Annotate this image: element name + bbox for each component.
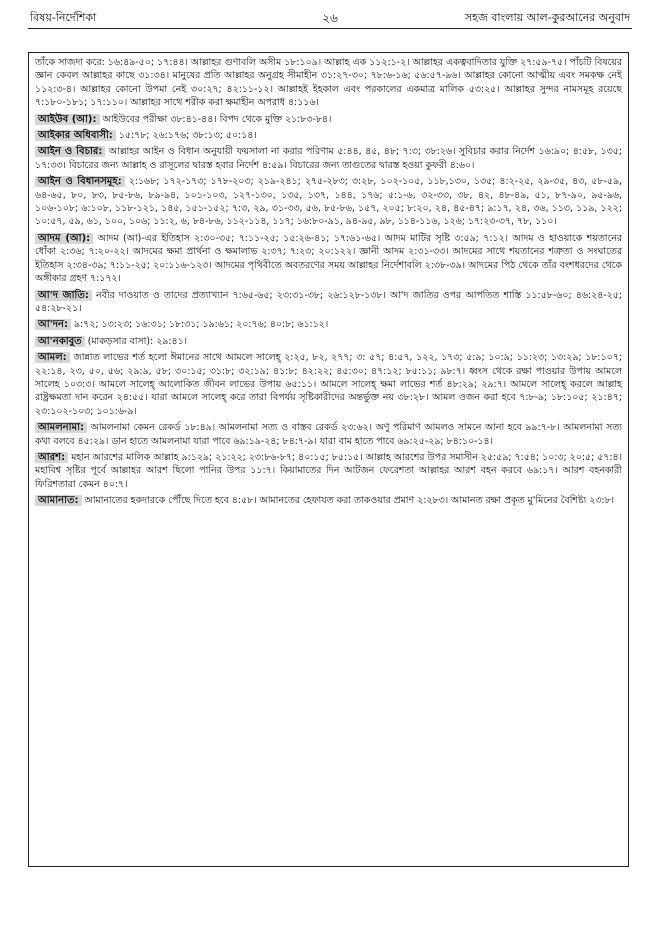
index-entry-ayub	[35, 113, 622, 126]
entry-text: আমলনামা কেমন রেকর্ড ১৮:৪৯। আমলনামা সত্য ও বাস্তব রেকর্ড ২৩:৬২। অণু পরিমাণ আমলও সামনে আনা হবে ৯৯:৭-৮। আমলনামা সত্য কথা বলবে ৪৫:২৯। ডান হাতে আমলনামা যারা পাবে ৬৯:১৯-২৪; ৮৪:৭-৯। যারা বাম হাতে পাবে ৬৯:২৫-২৯; ৮৪:১০-১৪।	[35, 422, 622, 447]
index-entry-amal	[35, 351, 622, 418]
index-entry-amanat	[35, 494, 622, 507]
entry-text: আমানাতের হকদারকে পৌঁছে দিতে হবে ৪:৫৮। আমানতের হেফাযত করা তাকওয়ার প্রমাণ ২:২৮৩। আমানত রক্ষা প্রকৃত মু'মিনের বৈশিষ্ট্য ২৩:৮।	[84, 495, 615, 507]
entry-text: ২:১৬৮; ১৭২-১৭৩; ১৭৮-২০৩; ২১৯-২৪১; ২৭৫-২৮৩; ৩:২৮, ১০২-১০৫, ১১৮,১৩০, ১৩৫; ৪:২-২৫, ২৯-৩৫, ৪৩, ৫৮-৫৯, ৬৪-৬৫, ৮০, ৮৩, ৮৫-৮৬, ৮৯-৯৪, ১০১-১০৩, ১২৭-১৩০, ১৩৫, ১৩৭, ১৪৪, ১৭৬; ৫:১-৬, ৩২-৩৩, ৩৮, ৪২, ৪৮-৪৯, ৫১, ৮৭-৯০, ৯৫-৯৬, ১০৬-১০৮; ৬:১০৮, ১১৮-১২১, ১৪৫, ১৫১-১৫২; ৭:৩, ২৯, ৩১-৩৩, ৫৬, ৮৫-৮৬, ১৫৭, ২০৫; ৮:২০, ২৪, ৪৫-৪৭; ৯:১৭, ২৪, ৩৬, ১১৩, ১১৯, ১২২; ১০:৫৭, ৫৯, ৬১, ১০০, ১০৬; ১১:২, ৬, ৮৪-৮৬, ১১২-১১৪, ১১৭; ১৬:৮০-৯১, ৯৪-৯৫, ৯৮, ১১৪-১১৬, ১২৬; ১৭:২৩-৩৭, ৭৮, ১১০।	[35, 176, 623, 228]
entry-term: আইন ও বিচার:	[35, 146, 105, 157]
index-box	[28, 52, 629, 867]
entry-term: আ'নকাবুত	[35, 336, 85, 347]
index-entry-law-judgement	[35, 145, 622, 172]
index-entry-adn	[35, 318, 622, 331]
index-entry-ankabut	[35, 335, 622, 348]
entry-text: ১৫:৭৮; ২৬:১৭৬; ৩৮:১৩; ৫০:১৪।	[118, 130, 257, 142]
entry-text: জান্নাত লাভের শর্ত হলো ঈমানের সাথে আমলে সালেহ্ ২:২৫, ৮২, ২৭৭; ৩: ৫৭; ৪:৫৭, ১২২, ১৭৩; ৫:৯; ১০:৯; ১১:২৩; ১৩:২৯; ১৮:১০৭; ২২:১৪, ২৩, ৫০, ৫৬; ২৯:৯, ৫৮; ৩০:১৫; ৩১:৮; ৩২:১৯; ৪১:৮; ৪২:২২; ৪৫:৩০; ৪৭:১২; ৮৫:১১; ৯৮:৭। ধ্বংস থেকে রক্ষা পাওয়ার উপায় আমলে সালেহ ১০৩:৩। আমলে সালেহ্ আলোকিত জীবন লাভের উপায় ৬৫:১১। আমলে সালেহ্ ক্ষমা লাভের শর্ত ৪৮:২৯; ২৯:৭। আমলে সালেহ্ করলে আল্লাহ রাষ্ট্রক্ষমতা দান করেন ২৪:৫৫। যারা আমলে সালেহ্ করে তারা বিপর্যয় সৃষ্টিকারীদের অন্তর্ভুক্ত নয় ৩৮:২৮। আমল ওজন করা হবে ৭:৮-৯; ১৮:১০৫; ২১:৪৭; ২৩:১০২-১০৩; ১০১:৬-৯।	[35, 352, 622, 417]
entry-term: আইকার অধিবাসী:	[35, 130, 116, 141]
entry-term: আইউব (আ):	[35, 114, 100, 125]
entry-term: আ'দ জাতি:	[35, 290, 92, 301]
entry-term: আইন ও বিধানসমূহ:	[35, 176, 125, 187]
entry-text: আল্লাহর আইন ও বিধান অনুযায়ী ফয়সালা না করার পরিণাম ৫:৪৪, ৪৫, ৪৮; ৭:৩; ৩৮:২৬। সুবিচার করার নির্দেশ ১৬:৯০; ৪:৫৮, ১৩৫; ১৭:৩৩। বিচারের জন্য আল্লাহ ও রাসূলের দ্বারস্ত হবার নির্দেশ ৪:৫৯। বিচারের জন্য তাগুতের দ্বারস্ত হওয়া কুফরী ৪:৬০।	[35, 146, 622, 171]
entry-text: তাঁকে সাজদা করে: ১৬:৪৯-৫০; ১৭:৪৪। আল্লাহর গুণাবলি অসীম ১৮:১০৯। আল্লাহ এক ১১২:১-২। আল্লাহর একত্ববাদিতার যুক্তি ২৭:৫৯-৭৫। পাঁচটি বিষয়ের জ্ঞান কেবল আল্লাহর কাছে ৩১:৩৪। মানুষের প্রতি আল্লাহর অনুগ্রহ সীমাহীন ৩১:২৭-৩০; ৭৮:৬-১৬; ৫৬:৫৭-৯৬। আল্লাহর কোনো আত্মীয় এবং সমকক্ষ নেই ১১২:৩-৪। আল্লাহর কোনো উপমা নেই ৩০:২৭; ৪২:১১-১২। আল্লাহই ইহকাল এবং পরকালের একমাত্র মালিক ৫৩:২৫। আল্লাহর সুন্দর নামসমূহ রয়েছে ৭:১৮০-১৮১; ১৭:১১০। আল্লাহর সাথে শরীক করা ক্ষমাহীন অপরাধ ৪:১১৬।	[35, 57, 622, 109]
entry-text: আইউবের পরীক্ষা ৩৮:৪১-৪৪। বিপদ থেকে মুক্তি ২১:৮৩-৮৪।	[102, 113, 332, 125]
index-entry-aikah	[35, 129, 622, 142]
index-entry-arsh	[35, 451, 622, 491]
index-entry-laws	[35, 175, 622, 229]
page-header	[28, 8, 632, 29]
index-entry-amalnama	[35, 421, 622, 448]
entry-text: নবীর দাওয়াত ও তাদের প্রত্যাখ্যান ৭:৬৫-৬৫; ২৩:৩১-৩৮; ২৬:১২৮-১৩৮। আ'দ জাতির ওপর আপতিত শাস্তি ১১:৫৮-৬০; ৪৬:২৪-২৫; ৫৪:২৮-২১।	[35, 289, 623, 314]
entry-text: (মাকড়সার বাসা): ২৯:৪১।	[87, 335, 188, 347]
entry-text: ৯:৭২; ১৩:২৩; ১৬:৩১; ১৮:৩১; ১৯:৬১; ২০:৭৬; ৪০:৮; ৬১:১২।	[73, 319, 329, 331]
index-entry-adam	[35, 232, 622, 286]
index-entry-continued	[35, 56, 622, 110]
entry-text: মহান আরশের মালিক আল্লাহ ৯:১২৯; ২১:২২; ২৩:৮৬-৮৭; ৪০:১৫; ৮৫:১৫। আল্লাহ আরশের উপর সমাসীন ২৫:৫৯; ৭:৫৪; ১০:৩; ২০:৫; ৫৭:৪। মহাবিশ্ব সৃষ্টির পূর্বে আল্লাহর আরশ ছিলো পানির উপর ১১:৭। কিয়ামাতের দিন আটজন ফেরেশতা আল্লাহর আরশ বহন করবে ৬৯:১৭। আরশ বহনকারী ফিরিশতারা কেমন ৪০:৭।	[35, 451, 622, 490]
entry-term: আ'দন:	[35, 319, 71, 330]
header-book-title: সহজ বাংলায় আল-কুরআনের অনুবাদ	[464, 11, 630, 24]
entry-term: আমলনামা:	[35, 422, 87, 433]
header-section-title: বিষয়-নির্দেশিকা	[30, 11, 97, 24]
entry-term: আমানাত:	[35, 495, 82, 506]
entry-term: আদম (আ):	[35, 233, 93, 244]
entry-text: আদম (আ)-এর ইতিহাস ২:৩০-৩৫; ৭:১১-২৫; ১৫:২৬-৪১; ১৭:৬১-৬৫। আদম মাটির সৃষ্টি ৩:৫৯; ৭:১২। আদম ও হাওয়াকে শয়তানের ধোঁকা ২:৩৬; ৭:২০-২২। আদমের ক্ষমা প্রার্থনা ও ক্ষমালাভ ২:৩৭; ৭:২৩; ২০:১২২। জ্ঞানী আদম ২:৩১-৩৩। আদমের সাথে শয়তানের শত্রুতা ও সংঘাতের ইতিহাস ২:৩৪-৩৯; ৭:১১-২৫; ২০:১১৬-১২৩। আদমের পৃথিবীতে অবতরণের সময় আল্লাহর নির্দেশাবলি ২:৩৮-৩৯। আদমের পিঠ থেকে তাঁর বংশধরদের থেকে অঙ্গীকার গ্রহণ ৭:১৭২।	[35, 232, 622, 285]
page-number: ২৬	[322, 11, 338, 25]
entry-term: আমল:	[35, 352, 70, 363]
index-entry-ad-nation	[35, 289, 622, 316]
entry-term: আরশ:	[35, 452, 68, 463]
